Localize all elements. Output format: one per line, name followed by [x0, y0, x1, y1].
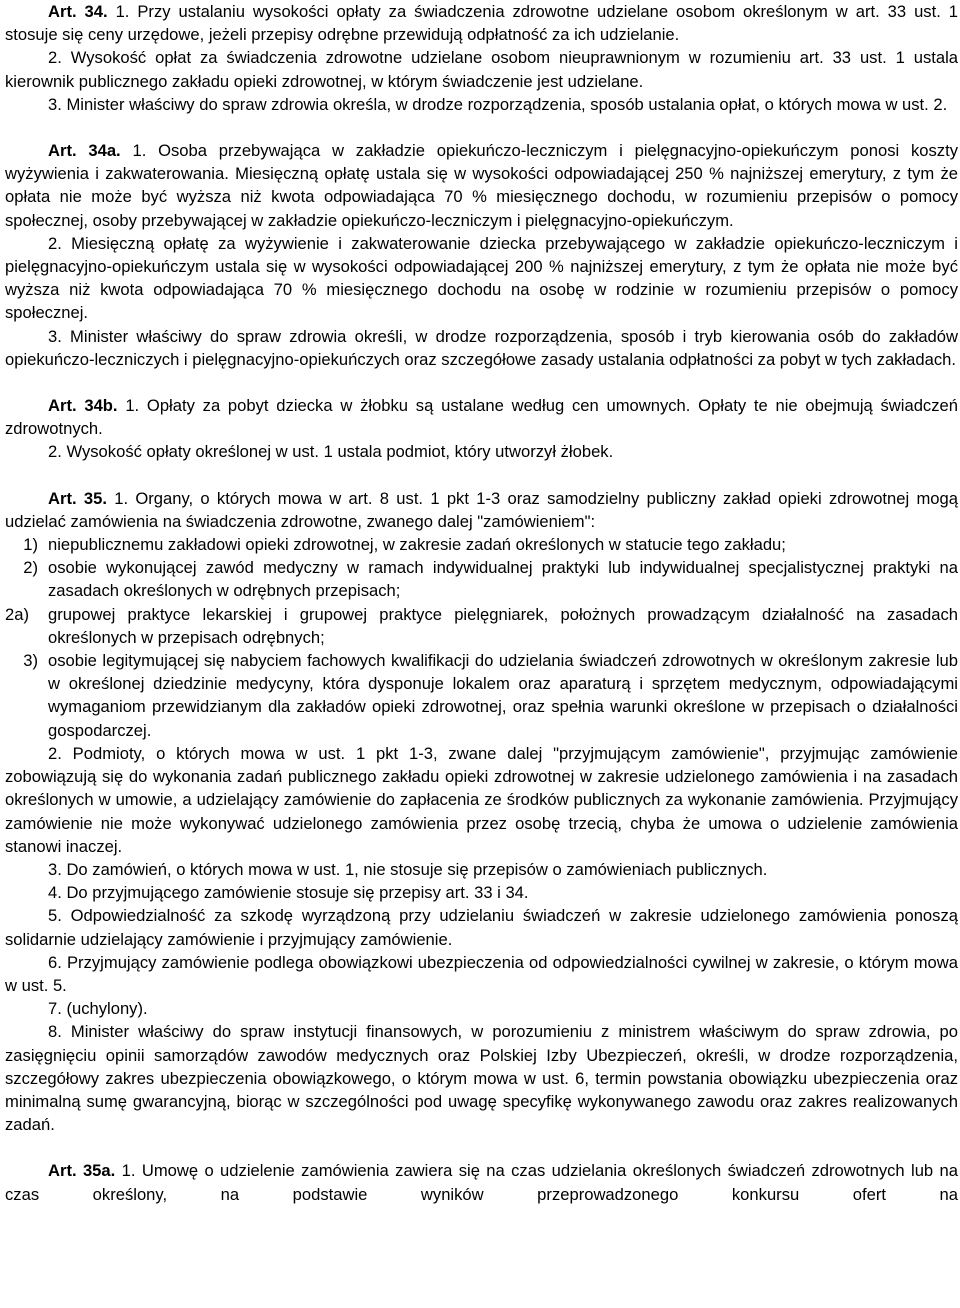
list-item-number: 3) — [23, 651, 38, 671]
art35-list-item-2 — [5, 556, 958, 602]
list-item-text: osobie legitymującej się nabyciem fachowych kwalifikacji do udzielania świadczeń zdrowotnych w określonym zakresie lub w określonej dziedzinie medycyny, która dysponuje lokalem oraz aparaturą i sprzętem medycznym, odpowiadającymi wymaganiom przewidzianym dla zakładów opieki zdrowotnej, oraz spełnia warunki określone w przepisach o działalności gospodarczej. — [48, 651, 958, 740]
art34-ust1-text: 1. Przy ustalaniu wysokości opłaty za świadczenia zdrowotne udzielane osobom określonym w art. 33 ust. 1 stosuje się ceny urzędowe, jeżeli przepisy odrębne przewidują odpłatność za ich udzielanie. — [5, 2, 958, 45]
art34-ust1 — [5, 0, 958, 46]
art35-ust8: 8. Minister właściwy do spraw instytucji finansowych, w porozumieniu z ministrem właściwym do spraw zdrowia, po zasięgnięciu opinii samorządów zawodów medycznych oraz Polskiej Izby Ubezpieczeń, określi, w drodze rozporządzenia, szczegółowy zakres ubezpieczenia obowiązkowego, o którym mowa w ust. 6, termin powstania obowiązku ubezpieczenia oraz minimalną sumę gwarancyjną, biorąc w szczególności pod uwagę specyfikę wykonywanego zawodu oraz zakres realizowanych zadań. — [5, 1022, 958, 1135]
document-page — [5, 0, 958, 1206]
art34-ust3: 3. Minister właściwy do spraw zdrowia określa, w drodze rozporządzenia, sposób ustalania opłat, o których mowa w ust. 2. — [48, 94, 948, 114]
art35-ust3: 3. Do zamówień, o których mowa w ust. 1, nie stosuje się przepisów o zamówieniach publicznych. — [48, 859, 768, 879]
list-item-number: 2) — [23, 558, 38, 578]
art35-ust2: 2. Podmioty, o których mowa w ust. 1 pkt 1-3, zwane dalej "przyjmującym zamówienie", przyjmując zamówienie zobowiązują się do wykonania zadań publicznego zakładu opieki zdrowotnej w zakresie udzielonego zamówienia i na zasadach określonych w umowie, a udzielający zamówienie do zapłacenia ze środków publicznych za wykonanie zamówienia. Przyjmujący zamówienie nie może wykonywać udzielonego zamówienia przez osobę trzecią, chyba że umowa o udzielenie zamówienia stanowi inaczej. — [5, 743, 958, 856]
art34b-ust1 — [5, 394, 958, 440]
art35a-heading: Art. 35a. — [48, 1161, 116, 1181]
art35-ust6: 6. Przyjmujący zamówienie podlega obowiązkowi ubezpieczenia od odpowiedzialności cywilnej w zakresie, o którym mowa w ust. 5. — [5, 952, 958, 995]
art35-ust1-text: 1. Organy, o których mowa w art. 8 ust. 1 pkt 1-3 oraz samodzielny publiczny zakład opieki zdrowotnej mogą udzielać zamówienia na świadczenia zdrowotne, zwanego dalej "zamówieniem": — [5, 488, 958, 531]
art35-list-item-3 — [5, 649, 958, 742]
art34a-ust3: 3. Minister właściwy do spraw zdrowia określi, w drodze rozporządzenia, sposób i tryb kierowania osób do zakładów opiekuńczo-leczniczych i pielęgnacyjno-opiekuńczych oraz szczegółowe zasady ustalania odpłatności za pobyt w tych zakładach. — [5, 326, 958, 369]
list-item-text: niepublicznemu zakładowi opieki zdrowotnej, w zakresie zadań określonych w statucie tego zakładu; — [48, 535, 786, 555]
list-item-number: 1) — [23, 535, 38, 555]
art34a-ust1-text: 1. Osoba przebywająca w zakładzie opiekuńczo-leczniczym i pielęgnacyjno-opiekuńczym ponosi koszty wyżywienia i zakwaterowania. Miesięczną opłatę ustala się w wysokości odpowiadającej 250 % najniższej emerytury, z tym że opłata nie może być wyższa niż kwota odpowiadająca 70 % miesięcznego dochodu, w rozumieniu przepisów o pomocy społecznej, osoby przebywającej w zakładzie opiekuńczo-leczniczym i pielęgnacyjno-opiekuńczym. — [5, 141, 959, 230]
list-item-number: 2a) — [5, 604, 29, 624]
art34-heading: Art. 34. — [48, 2, 108, 21]
art35-ust1 — [5, 487, 958, 533]
art35-ust5: 5. Odpowiedzialność za szkodę wyrządzoną przy udzielaniu świadczeń w zakresie udzielonego zamówienia ponoszą solidarnie udzielający zamówienie i przyjmujący zamówienie. — [5, 906, 958, 949]
art35-list-item-1 — [5, 533, 958, 556]
art35-ust7: 7. (uchylony). — [48, 999, 148, 1019]
art35a-ust1-text: 1. Umowę o udzielenie zamówienia zawiera się na czas udzielania określonych świadczeń zdrowotnych lub na czas określony, na podstawie wyników przeprowadzonego konkursu ofert na — [5, 1161, 958, 1204]
list-item-text: grupowej praktyce lekarskiej i grupowej praktyce pielęgniarek, położnych prowadzącym działalność na zasadach określonych w przepisach odrębnych; — [48, 604, 958, 647]
art35a-ust1 — [5, 1159, 958, 1205]
list-item-text: osobie wykonującej zawód medyczny w ramach indywidualnej praktyki lub indywidualnej specjalistycznej praktyki na zasadach określonych w odrębnych przepisach; — [48, 558, 958, 601]
art34a-heading: Art. 34a. — [48, 141, 121, 161]
art35-ust4: 4. Do przyjmującego zamówienie stosuje się przepisy art. 33 i 34. — [48, 883, 529, 903]
art34a-ust2: 2. Miesięczną opłatę za wyżywienie i zakwaterowanie dziecka przebywającego w zakładzie opiekuńczo-leczniczym i pielęgnacyjno-opiekuńczym ustala się w wysokości odpowiadającej 200 % najniższej emerytury, z tym że opłata nie może być wyższa niż kwota odpowiadająca 70 % miesięcznego dochodu na osobę w rodzinie w rozumieniu przepisów o pomocy społecznej. — [5, 233, 958, 323]
art35-heading: Art. 35. — [48, 488, 107, 508]
art35-list-item-2a — [5, 603, 958, 649]
art34-ust2: 2. Wysokość opłat za świadczenia zdrowotne udzielane osobom nieuprawnionym w rozumieniu art. 33 ust. 1 ustala kierownik publicznego zakładu opieki zdrowotnej, w którym świadczenie jest udzielane. — [5, 48, 958, 91]
art34b-ust1-text: 1. Opłaty za pobyt dziecka w żłobku są ustalane według cen umownych. Opłaty te nie obejmują świadczeń zdrowotnych. — [5, 396, 958, 439]
art34b-ust2: 2. Wysokość opłaty określonej w ust. 1 ustala podmiot, który utworzył żłobek. — [48, 442, 614, 462]
art34a-ust1 — [5, 139, 958, 232]
art34b-heading: Art. 34b. — [48, 396, 118, 416]
